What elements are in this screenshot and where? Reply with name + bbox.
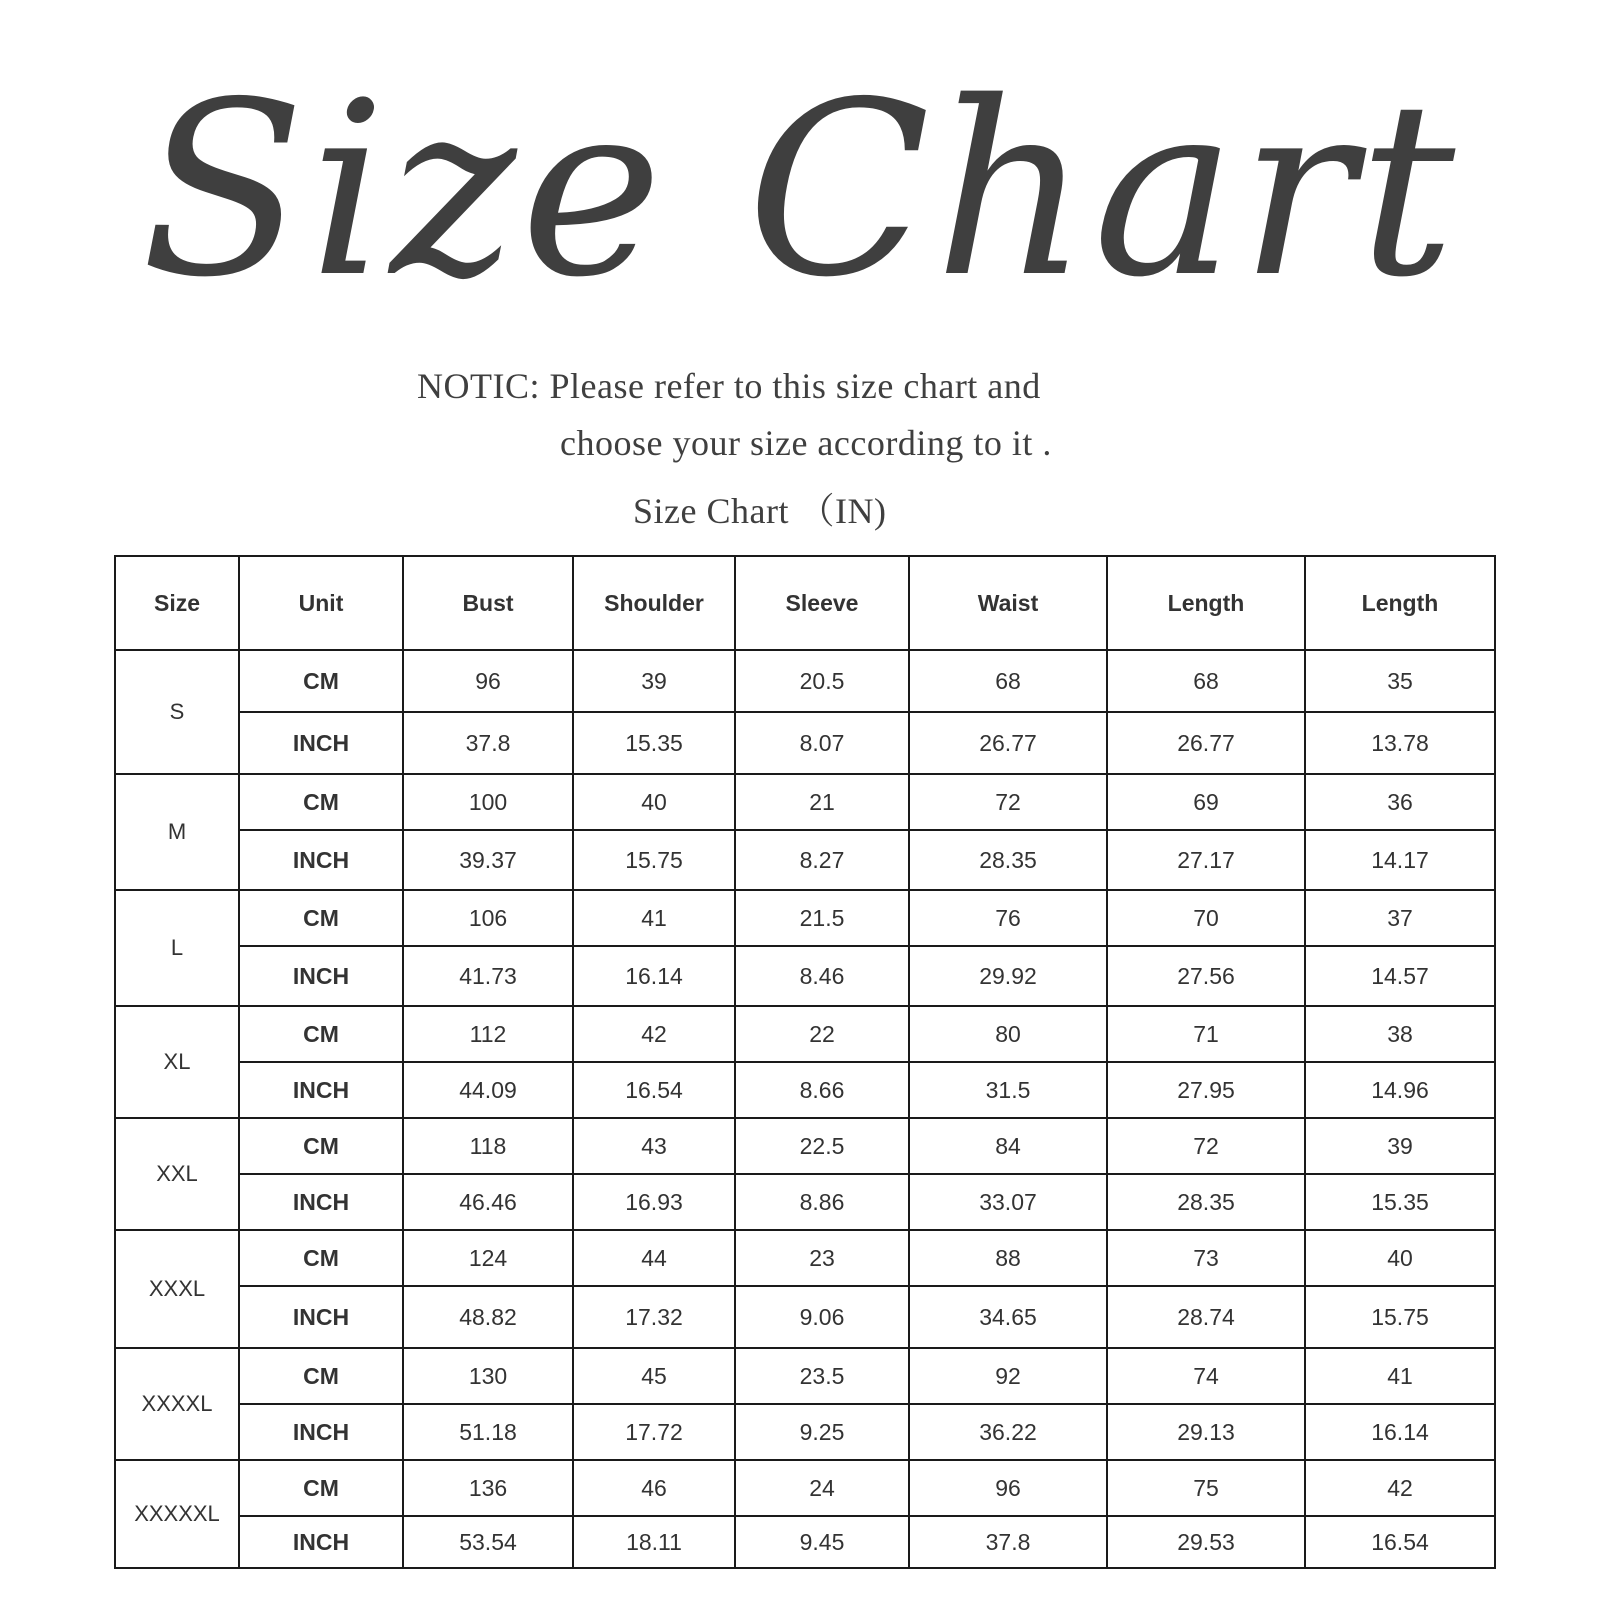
value-cell: 37	[1305, 890, 1495, 946]
value-cell: 8.07	[735, 712, 909, 774]
unit-cell: CM	[239, 1460, 403, 1516]
unit-cell: INCH	[239, 1404, 403, 1460]
value-cell: 14.57	[1305, 946, 1495, 1006]
value-cell: 16.14	[573, 946, 735, 1006]
value-cell: 48.82	[403, 1286, 573, 1348]
unit-cell: CM	[239, 890, 403, 946]
value-cell: 15.35	[1305, 1174, 1495, 1230]
value-cell: 41	[573, 890, 735, 946]
table-row	[115, 1174, 1495, 1230]
table-row	[115, 946, 1495, 1006]
value-cell: 27.95	[1107, 1062, 1305, 1118]
size-cell: XXL	[115, 1118, 239, 1230]
value-cell: 21.5	[735, 890, 909, 946]
value-cell: 9.25	[735, 1404, 909, 1460]
value-cell: 37.8	[403, 712, 573, 774]
unit-cell: CM	[239, 1230, 403, 1286]
size-cell: XXXXXL	[115, 1460, 239, 1568]
value-cell: 41	[1305, 1348, 1495, 1404]
value-cell: 39	[573, 650, 735, 712]
table-row	[115, 1348, 1495, 1404]
table-row	[115, 1118, 1495, 1174]
value-cell: 28.35	[1107, 1174, 1305, 1230]
header-unit: Unit	[239, 556, 403, 650]
value-cell: 68	[909, 650, 1107, 712]
value-cell: 40	[573, 774, 735, 830]
table-row	[115, 1062, 1495, 1118]
size-cell: L	[115, 890, 239, 1006]
size-table-container	[114, 555, 1496, 1569]
value-cell: 106	[403, 890, 573, 946]
value-cell: 31.5	[909, 1062, 1107, 1118]
value-cell: 84	[909, 1118, 1107, 1174]
value-cell: 16.54	[573, 1062, 735, 1118]
table-row	[115, 650, 1495, 712]
value-cell: 33.07	[909, 1174, 1107, 1230]
value-cell: 17.72	[573, 1404, 735, 1460]
value-cell: 9.06	[735, 1286, 909, 1348]
unit-cell: INCH	[239, 1516, 403, 1568]
value-cell: 23.5	[735, 1348, 909, 1404]
value-cell: 92	[909, 1348, 1107, 1404]
size-cell: M	[115, 774, 239, 890]
value-cell: 72	[909, 774, 1107, 830]
table-header-row	[115, 556, 1495, 650]
value-cell: 20.5	[735, 650, 909, 712]
value-cell: 68	[1107, 650, 1305, 712]
table-row	[115, 1460, 1495, 1516]
unit-cell: CM	[239, 650, 403, 712]
value-cell: 8.86	[735, 1174, 909, 1230]
size-cell: XXXXL	[115, 1348, 239, 1460]
table-row	[115, 712, 1495, 774]
value-cell: 51.18	[403, 1404, 573, 1460]
value-cell: 46	[573, 1460, 735, 1516]
value-cell: 42	[573, 1006, 735, 1062]
value-cell: 27.56	[1107, 946, 1305, 1006]
value-cell: 36	[1305, 774, 1495, 830]
value-cell: 29.13	[1107, 1404, 1305, 1460]
unit-cell: INCH	[239, 712, 403, 774]
header-bust: Bust	[403, 556, 573, 650]
value-cell: 15.75	[573, 830, 735, 890]
value-cell: 35	[1305, 650, 1495, 712]
size-cell: XL	[115, 1006, 239, 1118]
value-cell: 70	[1107, 890, 1305, 946]
header-size: Size	[115, 556, 239, 650]
value-cell: 27.17	[1107, 830, 1305, 890]
value-cell: 16.93	[573, 1174, 735, 1230]
table-row	[115, 830, 1495, 890]
value-cell: 45	[573, 1348, 735, 1404]
value-cell: 43	[573, 1118, 735, 1174]
value-cell: 74	[1107, 1348, 1305, 1404]
value-cell: 23	[735, 1230, 909, 1286]
unit-cell: CM	[239, 1118, 403, 1174]
value-cell: 96	[403, 650, 573, 712]
value-cell: 26.77	[909, 712, 1107, 774]
value-cell: 8.27	[735, 830, 909, 890]
value-cell: 24	[735, 1460, 909, 1516]
value-cell: 71	[1107, 1006, 1305, 1062]
unit-cell: INCH	[239, 830, 403, 890]
unit-cell: INCH	[239, 1062, 403, 1118]
value-cell: 16.14	[1305, 1404, 1495, 1460]
unit-cell: INCH	[239, 946, 403, 1006]
table-row	[115, 1286, 1495, 1348]
value-cell: 112	[403, 1006, 573, 1062]
unit-cell: CM	[239, 1006, 403, 1062]
value-cell: 21	[735, 774, 909, 830]
value-cell: 15.35	[573, 712, 735, 774]
value-cell: 73	[1107, 1230, 1305, 1286]
size-cell: XXXL	[115, 1230, 239, 1348]
value-cell: 72	[1107, 1118, 1305, 1174]
value-cell: 28.74	[1107, 1286, 1305, 1348]
table-row	[115, 890, 1495, 946]
value-cell: 22.5	[735, 1118, 909, 1174]
value-cell: 37.8	[909, 1516, 1107, 1568]
value-cell: 100	[403, 774, 573, 830]
value-cell: 22	[735, 1006, 909, 1062]
table-row	[115, 774, 1495, 830]
value-cell: 40	[1305, 1230, 1495, 1286]
header-length-2: Length	[1305, 556, 1495, 650]
table-row	[115, 1516, 1495, 1568]
value-cell: 39	[1305, 1118, 1495, 1174]
value-cell: 69	[1107, 774, 1305, 830]
value-cell: 96	[909, 1460, 1107, 1516]
value-cell: 136	[403, 1460, 573, 1516]
unit-cell: CM	[239, 774, 403, 830]
unit-cell: INCH	[239, 1286, 403, 1348]
value-cell: 42	[1305, 1460, 1495, 1516]
value-cell: 16.54	[1305, 1516, 1495, 1568]
value-cell: 80	[909, 1006, 1107, 1062]
value-cell: 75	[1107, 1460, 1305, 1516]
value-cell: 76	[909, 890, 1107, 946]
table-body	[115, 650, 1495, 1568]
value-cell: 53.54	[403, 1516, 573, 1568]
page-title: Size Chart	[140, 50, 1460, 330]
value-cell: 9.45	[735, 1516, 909, 1568]
header-shoulder: Shoulder	[573, 556, 735, 650]
value-cell: 29.92	[909, 946, 1107, 1006]
value-cell: 46.46	[403, 1174, 573, 1230]
value-cell: 118	[403, 1118, 573, 1174]
value-cell: 14.17	[1305, 830, 1495, 890]
value-cell: 130	[403, 1348, 573, 1404]
value-cell: 26.77	[1107, 712, 1305, 774]
value-cell: 36.22	[909, 1404, 1107, 1460]
value-cell: 8.66	[735, 1062, 909, 1118]
value-cell: 28.35	[909, 830, 1107, 890]
value-cell: 38	[1305, 1006, 1495, 1062]
value-cell: 41.73	[403, 946, 573, 1006]
chart-subtitle: Size Chart （IN)	[633, 491, 887, 531]
header-length: Length	[1107, 556, 1305, 650]
value-cell: 17.32	[573, 1286, 735, 1348]
value-cell: 44.09	[403, 1062, 573, 1118]
unit-cell: INCH	[239, 1174, 403, 1230]
value-cell: 44	[573, 1230, 735, 1286]
notice-line-2: choose your size according to it .	[560, 423, 1052, 463]
table-row	[115, 1230, 1495, 1286]
size-table	[114, 555, 1496, 1569]
size-cell: S	[115, 650, 239, 774]
header-waist: Waist	[909, 556, 1107, 650]
value-cell: 8.46	[735, 946, 909, 1006]
unit-cell: CM	[239, 1348, 403, 1404]
value-cell: 13.78	[1305, 712, 1495, 774]
value-cell: 124	[403, 1230, 573, 1286]
table-row	[115, 1006, 1495, 1062]
value-cell: 15.75	[1305, 1286, 1495, 1348]
header-sleeve: Sleeve	[735, 556, 909, 650]
value-cell: 34.65	[909, 1286, 1107, 1348]
value-cell: 18.11	[573, 1516, 735, 1568]
table-row	[115, 1404, 1495, 1460]
value-cell: 29.53	[1107, 1516, 1305, 1568]
notice-line-1: NOTIC: Please refer to this size chart and	[417, 366, 1041, 406]
value-cell: 88	[909, 1230, 1107, 1286]
value-cell: 14.96	[1305, 1062, 1495, 1118]
value-cell: 39.37	[403, 830, 573, 890]
